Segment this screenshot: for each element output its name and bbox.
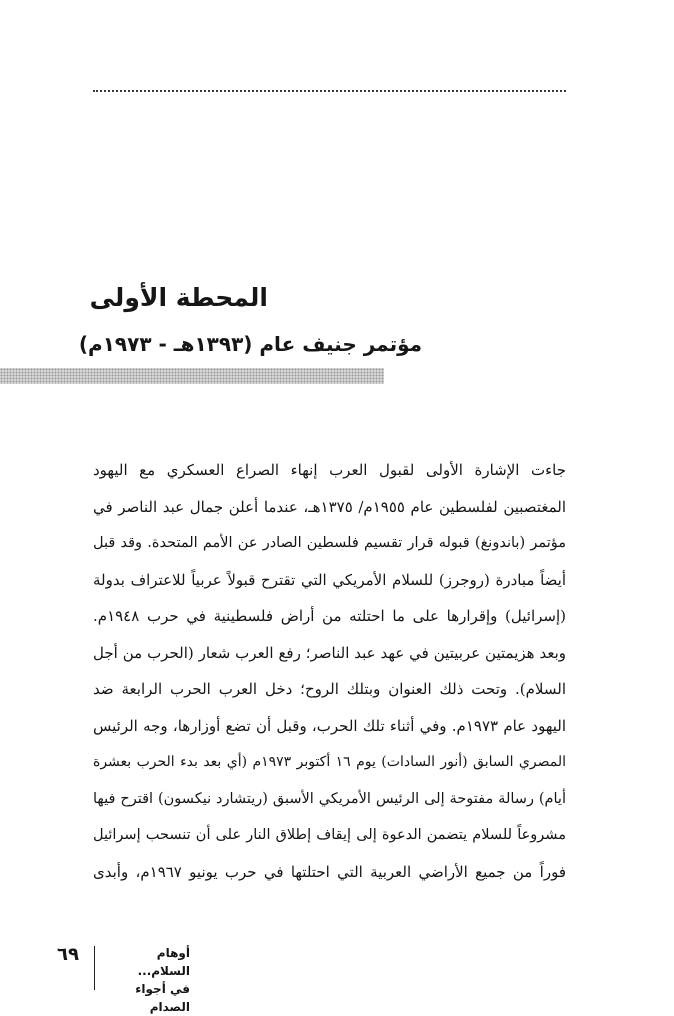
chapter-subtitle: مؤتمر جنيف عام (١٣٩٣هـ - ١٩٧٣م) bbox=[78, 332, 422, 356]
body-line: المصري السابق (أنور السادات) يوم ١٦ أكتوبر ١٩٧٣م (أي بعد بدء الحرب بعشرة bbox=[93, 754, 566, 770]
body-line: (إسرائيل) وإقرارها على ما احتلته من أراض فلسطينية في حرب ١٩٤٨م. bbox=[93, 607, 566, 625]
body-line: السلام). وتحت ذلك العنوان وبتلك الروح؛ دخل العرب الحرب الرابعة ضد bbox=[93, 680, 566, 698]
body-line: مؤتمر (باندونغ) قبوله قرار تقسيم فلسطين الصادر عن الأمم المتحدة. وقد قبل bbox=[93, 535, 566, 551]
body-line: وبعد هزيمتين عربيتين في عهد عبد الناصر؛ رفع العرب شعار (الحرب من أجل bbox=[93, 643, 566, 662]
body-line: اليهود عام ١٩٧٣م. وفي أثناء تلك الحرب، وقبل أن تضع أوزارها، وجه الرئيس bbox=[93, 716, 566, 735]
body-line: أيام) رسالة مفتوحة إلى الرئيس الأمريكي الأسبق (ريتشارد نيكسون) اقترح فيها bbox=[93, 790, 566, 807]
chapter-title: المحطة الأولى bbox=[89, 283, 268, 312]
body-line: فوراً من جميع الأراضي العربية التي احتلتها في حرب يونيو ١٩٦٧م، وأبدى bbox=[93, 862, 566, 881]
book-title-line-2: في أجواء الصدام bbox=[135, 982, 190, 1014]
page-number: ٦٩ bbox=[57, 944, 79, 965]
body-line: جاءت الإشارة الأولى لقبول العرب إنهاء الصراع العسكري مع اليهود bbox=[93, 461, 566, 479]
book-title-line-1: أوهام السلام... bbox=[137, 946, 190, 978]
body-line: أيضاً مبادرة (روجرز) للسلام الأمريكي التي تقترح قبولاً عربياً للاعتراف بدولة bbox=[93, 570, 566, 589]
body-line: المغتصبين لفلسطين عام ١٩٥٥م/ ١٣٧٥هـ، عندما أعلن جمال عبد الناصر في bbox=[93, 497, 566, 516]
running-book-title bbox=[102, 944, 190, 1016]
page-footer bbox=[0, 940, 674, 1014]
footer-divider bbox=[94, 946, 95, 990]
body-line: مشروعاً للسلام يتضمن الدعوة إلى إيقاف إطلاق النار على أن تنسحب إسرائيل bbox=[93, 827, 566, 843]
top-dotted-rule bbox=[93, 90, 566, 92]
body-text bbox=[93, 452, 566, 890]
decorative-halftone-bar bbox=[0, 368, 384, 384]
